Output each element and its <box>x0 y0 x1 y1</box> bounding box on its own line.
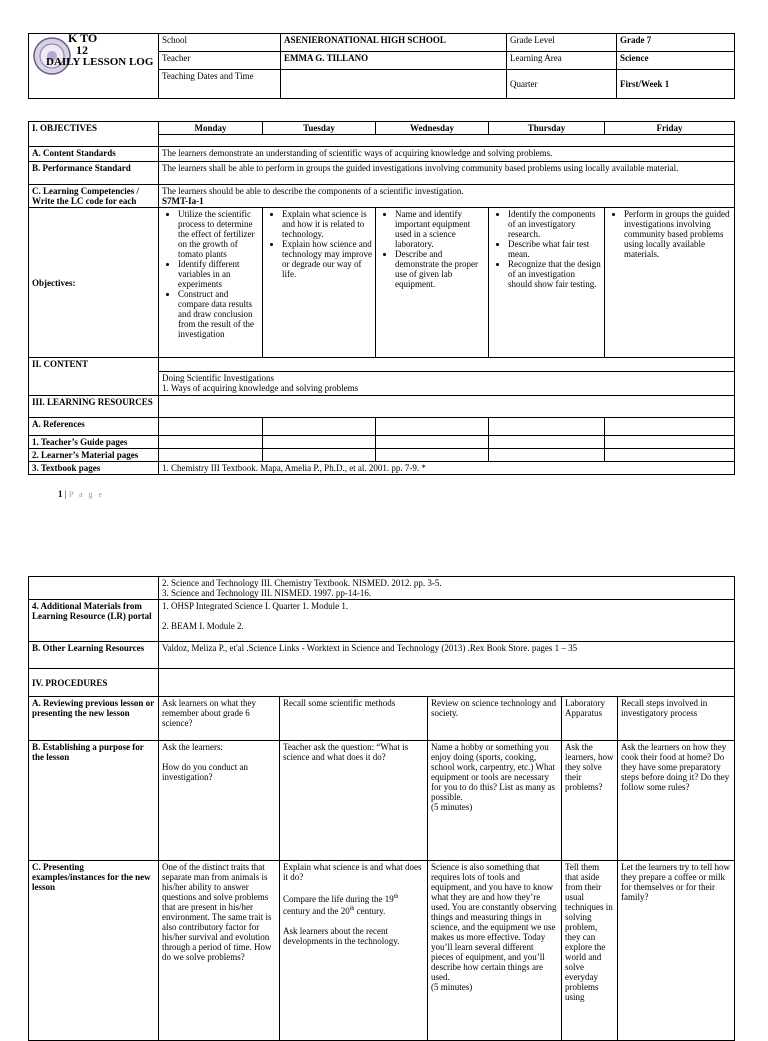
additional-line-2: 2. BEAM I. Module 2. <box>162 621 244 631</box>
purpose-wednesday: Name a hobby or something you enjoy doing (sports, cooking, school work, carpentry, etc.) What equipment or tools are necessary for you to do this? List as many as possible. (5 minutes) <box>428 741 562 861</box>
competencies-value <box>159 185 735 208</box>
learners-material-label: 2. Learner’s Material pages <box>29 449 159 462</box>
quarter-label: Quarter <box>507 70 617 99</box>
content-value <box>159 372 735 396</box>
textbook-continued-label <box>29 577 159 600</box>
logo-cell <box>29 34 159 99</box>
ref-cell <box>263 418 376 436</box>
school-value: ASENIERONATIONAL HIGH SCHOOL <box>281 34 507 52</box>
presenting-tuesday-line-2 <box>283 892 424 916</box>
ref-cell <box>489 418 605 436</box>
objectives-table <box>28 121 735 475</box>
learning-area-label: Learning Area <box>507 52 617 70</box>
friday-objectives <box>605 208 735 358</box>
reviewing-thursday: Laboratory Apparatus <box>562 697 618 741</box>
lm-cell <box>263 449 376 462</box>
day-tuesday: Tuesday <box>263 122 376 135</box>
superscript: th <box>393 894 399 900</box>
presenting-thursday: Tell them that aside from their usual techniques in solving problem, they can explore the world and solve everyday problems using <box>562 861 618 1041</box>
lm-cell <box>159 449 263 462</box>
list-item: • Name and identify important equipment used in a science laboratory. <box>395 209 485 249</box>
thursday-objectives <box>489 208 605 358</box>
spacer <box>283 916 424 926</box>
list-item: • Describe and demonstrate the proper use of given lab equipment. <box>395 249 485 289</box>
additional-materials-label: 4. Additional Materials from Learning Resource (LR) portal <box>29 600 159 642</box>
day-monday: Monday <box>159 122 263 135</box>
presenting-tuesday <box>280 861 428 1041</box>
teacher-label: Teacher <box>159 52 281 70</box>
teaching-dates-value <box>281 70 507 99</box>
objectives-row-label: Objectives: <box>29 208 159 358</box>
reviewing-wednesday: Review on science technology and society. <box>428 697 562 741</box>
content-line-2: 1. Ways of acquiring knowledge and solving problems <box>162 383 359 393</box>
list-item: • Explain how science and technology may improve or degrade our way of life. <box>282 239 372 279</box>
additional-materials-value <box>159 600 735 642</box>
day-thursday: Thursday <box>489 122 605 135</box>
text-part: Compare the life during the 19 <box>283 894 394 904</box>
procedures-heading: IV. PROCEDURES <box>29 669 159 697</box>
ref-cell <box>605 418 735 436</box>
list-item: • Identify different variables in an experiments <box>178 259 259 289</box>
purpose-tuesday: Teacher ask the question: “What is science and what does it do? <box>280 741 428 861</box>
presenting-tuesday-line-3: Ask learners about the recent developments in the technology. <box>283 926 400 946</box>
textbook-value: 1. Chemistry III Textbook. Mapa, Amelia P., Ph.D., et al. 2001. pp. 7-9. * <box>159 462 735 475</box>
purpose-monday: Ask the learners: How do you conduct an investigation? <box>159 741 280 861</box>
list-item: • Explain what science is and how it is related to technology. <box>282 209 372 239</box>
content-spacer <box>159 358 735 372</box>
other-resources-value: Valdoz, Meliza P., et'al .Science Links - Worktext in Science and Technology (2013) .Rex Book Store. pages 1 – 35 <box>159 642 735 669</box>
teacher-value: EMMA G. TILLANO <box>281 52 507 70</box>
kto12-number: 12 <box>76 43 88 57</box>
tg-cell <box>605 436 735 449</box>
superscript: th <box>349 906 355 912</box>
procedures-spacer <box>159 669 735 697</box>
list-item: • Perform in groups the guided investigations involving community based problems using locally available materials. <box>624 209 731 259</box>
tg-cell <box>159 436 263 449</box>
competencies-text: The learners should be able to describe the components of a scientific investigation. <box>162 186 464 196</box>
school-label: School <box>159 34 281 52</box>
textbook-label: 3. Textbook pages <box>29 462 159 475</box>
textbook-continued-value <box>159 577 735 600</box>
ref-cell <box>159 418 263 436</box>
presenting-tuesday-line-1: Explain what science is and what does it do? <box>283 862 422 882</box>
content-standards-label: A. Content Standards <box>29 147 159 162</box>
list-item: • Recognize that the design of an investigation should show fair testing. <box>508 259 601 289</box>
procedures-table <box>28 576 735 1041</box>
page-number: 1 <box>58 489 63 499</box>
content-standards-value: The learners demonstrate an understanding of scientific ways of acquiring knowledge and solving problems. <box>159 147 735 162</box>
spacer <box>283 882 424 892</box>
lc-code: S7MT-Ia-1 <box>162 196 204 206</box>
teachers-guide-label: 1. Teacher’s Guide pages <box>29 436 159 449</box>
textbook-line-3: 3. Science and Technology III. NISMED. 1997. pp-14-16. <box>162 588 372 598</box>
performance-standard-label: B. Performance Standard <box>29 162 159 185</box>
content-line-1: Doing Scientific Investigations <box>162 373 274 383</box>
kto12-label: K TO <box>68 31 98 45</box>
content-heading: II. CONTENT <box>29 358 159 396</box>
presenting-friday: Let the learners try to tell how they prepare a coffee or milk for themselves or for their family? <box>618 861 735 1041</box>
spacer <box>162 611 731 621</box>
presenting-monday: One of the distinct traits that separate man from animals is his/her ability to answer questions and solve problems that are present in his/her environment. The same trait is also contributory factor for his/her survival and evolution through a period of time. How do we solve problems? <box>159 861 280 1041</box>
textbook-line-2: 2. Science and Technology III. Chemistry Textbook. NISMED. 2012. pp. 3-5. <box>162 578 442 588</box>
other-resources-label: B. Other Learning Resources <box>29 642 159 669</box>
page-2 <box>0 520 768 1024</box>
presenting-label: C. Presenting examples/instances for the new lesson <box>29 861 159 1041</box>
grade-level-value: Grade 7 <box>617 34 735 52</box>
additional-line-1: 1. OHSP Integrated Science I. Quarter 1. Module 1. <box>162 601 349 611</box>
reviewing-friday: Recall steps involved in investigatory process <box>618 697 735 741</box>
ref-cell <box>376 418 489 436</box>
lm-cell <box>489 449 605 462</box>
purpose-label: B. Establishing a purpose for the lesson <box>29 741 159 861</box>
lm-cell <box>605 449 735 462</box>
tg-cell <box>489 436 605 449</box>
reviewing-tuesday: Recall some scientific methods <box>280 697 428 741</box>
tuesday-objectives <box>263 208 376 358</box>
grade-level-label: Grade Level <box>507 34 617 52</box>
competencies-label: C. Learning Competencies / Write the LC code for each <box>29 185 159 208</box>
learning-resources-heading: III. LEARNING RESOURCES <box>29 396 159 418</box>
quarter-value: First/Week 1 <box>617 70 735 99</box>
references-label: A. References <box>29 418 159 436</box>
wednesday-objectives <box>376 208 489 358</box>
header-table <box>28 33 735 99</box>
day-friday: Friday <box>605 122 735 135</box>
text-part: century and the 20 <box>283 906 350 916</box>
text-part: century. <box>354 906 386 916</box>
page-separator: | <box>62 489 69 499</box>
purpose-friday: Ask the learners on how they cook their food at home? Do they have some preparatory steps before doing it? Do they follow some rules? <box>618 741 735 861</box>
day-wednesday: Wednesday <box>376 122 489 135</box>
performance-standard-value: The learners shall be able to perform in groups the guided investigations involving community based problems using locally available material. <box>159 162 735 185</box>
reviewing-label: A. Reviewing previous lesson or presenting the new lesson <box>29 697 159 741</box>
list-item: • Construct and compare data results and draw conclusion from the result of the investigation <box>178 289 259 339</box>
learning-resources-value <box>159 396 735 418</box>
page-number-footer <box>58 489 104 499</box>
tg-cell <box>376 436 489 449</box>
presenting-wednesday: Science is also something that requires lots of tools and equipment, and you have to know what they are and how they’re used. You are constantly observing things and measuring things in science, and the equipment we use makes us more effective. Today you’ll learn several different pieces of equipment, and you’ll describe how certain things are used. (5 minutes) <box>428 861 562 1041</box>
list-item: • Describe what fair test mean. <box>508 239 601 259</box>
list-item: • Identify the components of an investigatory research. <box>508 209 601 239</box>
blank-row <box>159 135 735 147</box>
tg-cell <box>263 436 376 449</box>
page-word: P a g e <box>68 490 105 499</box>
lm-cell <box>376 449 489 462</box>
objectives-heading: I. OBJECTIVES <box>29 122 159 147</box>
daily-lesson-log-title: DAILY LESSON LOG <box>46 56 154 68</box>
purpose-thursday: Ask the learners, how they solve their problems? <box>562 741 618 861</box>
page-1 <box>0 0 768 520</box>
reviewing-monday: Ask learners on what they remember about grade 6 science? <box>159 697 280 741</box>
monday-objectives <box>159 208 263 358</box>
list-item: • Utilize the scientific process to determine the effect of fertilizer on the growth of tomato plants <box>178 209 259 259</box>
teaching-dates-label: Teaching Dates and Time <box>159 70 281 99</box>
learning-area-value: Science <box>617 52 735 70</box>
